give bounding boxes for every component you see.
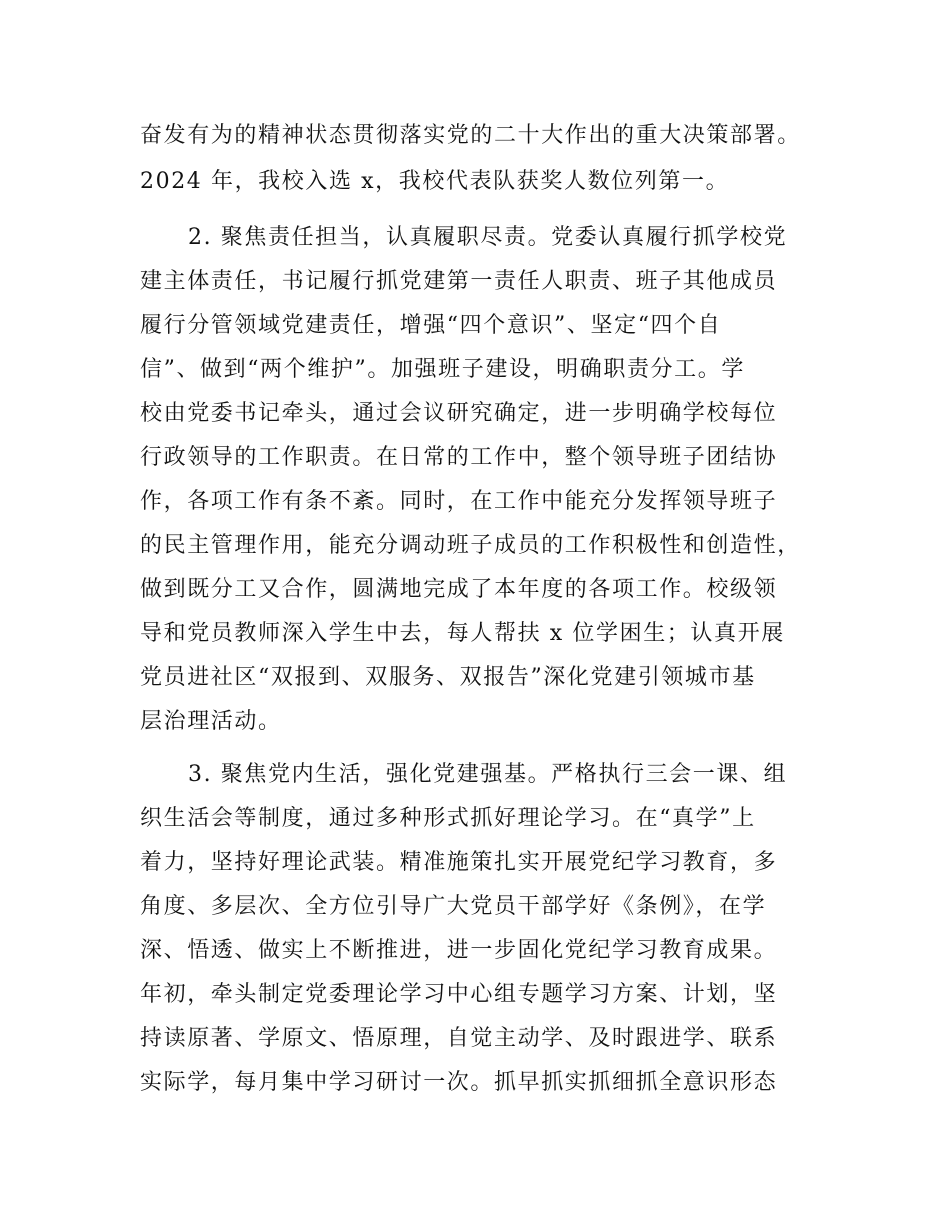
paragraph-2-line-2: 建主体责任，书记履行抓党建第一责任人职责、班子其他成员 [140,269,778,294]
paragraph-2-line-9: 做到既分工又合作，圆满地完成了本年度的各项工作。校级领 [140,577,778,602]
paragraph-2-line-10: 导和党员教师深入学生中去，每人帮扶 x 位学困生；认真开展 [140,621,785,646]
paragraph-2-line-7: 作，各项工作有条不紊。同时，在工作中能充分发挥领导班子 [140,489,778,514]
paragraph-1-line-2: 2024 年，我校入选 x，我校代表队获奖人数位列第一。 [140,169,730,194]
paragraph-2-line-3: 履行分管领域党建责任，增强“四个意识”、坚定“四个自 [140,313,722,338]
paragraph-3-line-1: 3. 聚焦党内生活，强化党建强基。严格执行三会一课、组 [188,762,788,787]
paragraph-2-line-11: 党员进社区“双报到、双服务、双报告”深化党建引领城市基 [140,665,756,690]
paragraph-2-line-5: 校由党委书记牵头，通过会议研究确定，进一步明确学校每位 [140,401,778,426]
paragraph-2-line-4: 信”、做到“两个维护”。加强班子建设，明确职责分工。学 [140,357,745,382]
paragraph-3-line-7: 持读原著、学原文、悟原理，自觉主动学、及时跟进学、联系 [140,1026,778,1051]
paragraph-2-line-8: 的民主管理作用，能充分调动班子成员的工作积极性和创造性， [140,533,801,558]
paragraph-1-line-1: 奋发有为的精神状态贯彻落实党的二十大作出的重大决策部署。 [140,123,801,148]
paragraph-2-line-12: 层治理活动。 [140,709,282,734]
paragraph-2-line-6: 行政领导的工作职责。在日常的工作中，整个领导班子团结协 [140,445,778,470]
paragraph-3-line-6: 年初，牵头制定党委理论学习中心组专题学习方案、计划，坚 [140,982,778,1007]
paragraph-3-line-2: 织生活会等制度，通过多种形式抓好理论学习。在“真学”上 [140,806,756,831]
paragraph-3-line-8: 实际学，每月集中学习研讨一次。抓早抓实抓细抓全意识形态 [140,1070,778,1095]
paragraph-3-line-4: 角度、多层次、全方位引导广大党员干部学好《条例》，在学 [140,894,767,919]
paragraph-3-line-3: 着力，坚持好理论武装。精准施策扎实开展党纪学习教育，多 [140,850,778,875]
paragraph-2-line-1: 2. 聚焦责任担当，认真履职尽责。党委认真履行抓学校党 [188,225,788,250]
paragraph-3-line-5: 深、悟透、做实上不断推进，进一步固化党纪学习教育成果。 [140,938,778,963]
